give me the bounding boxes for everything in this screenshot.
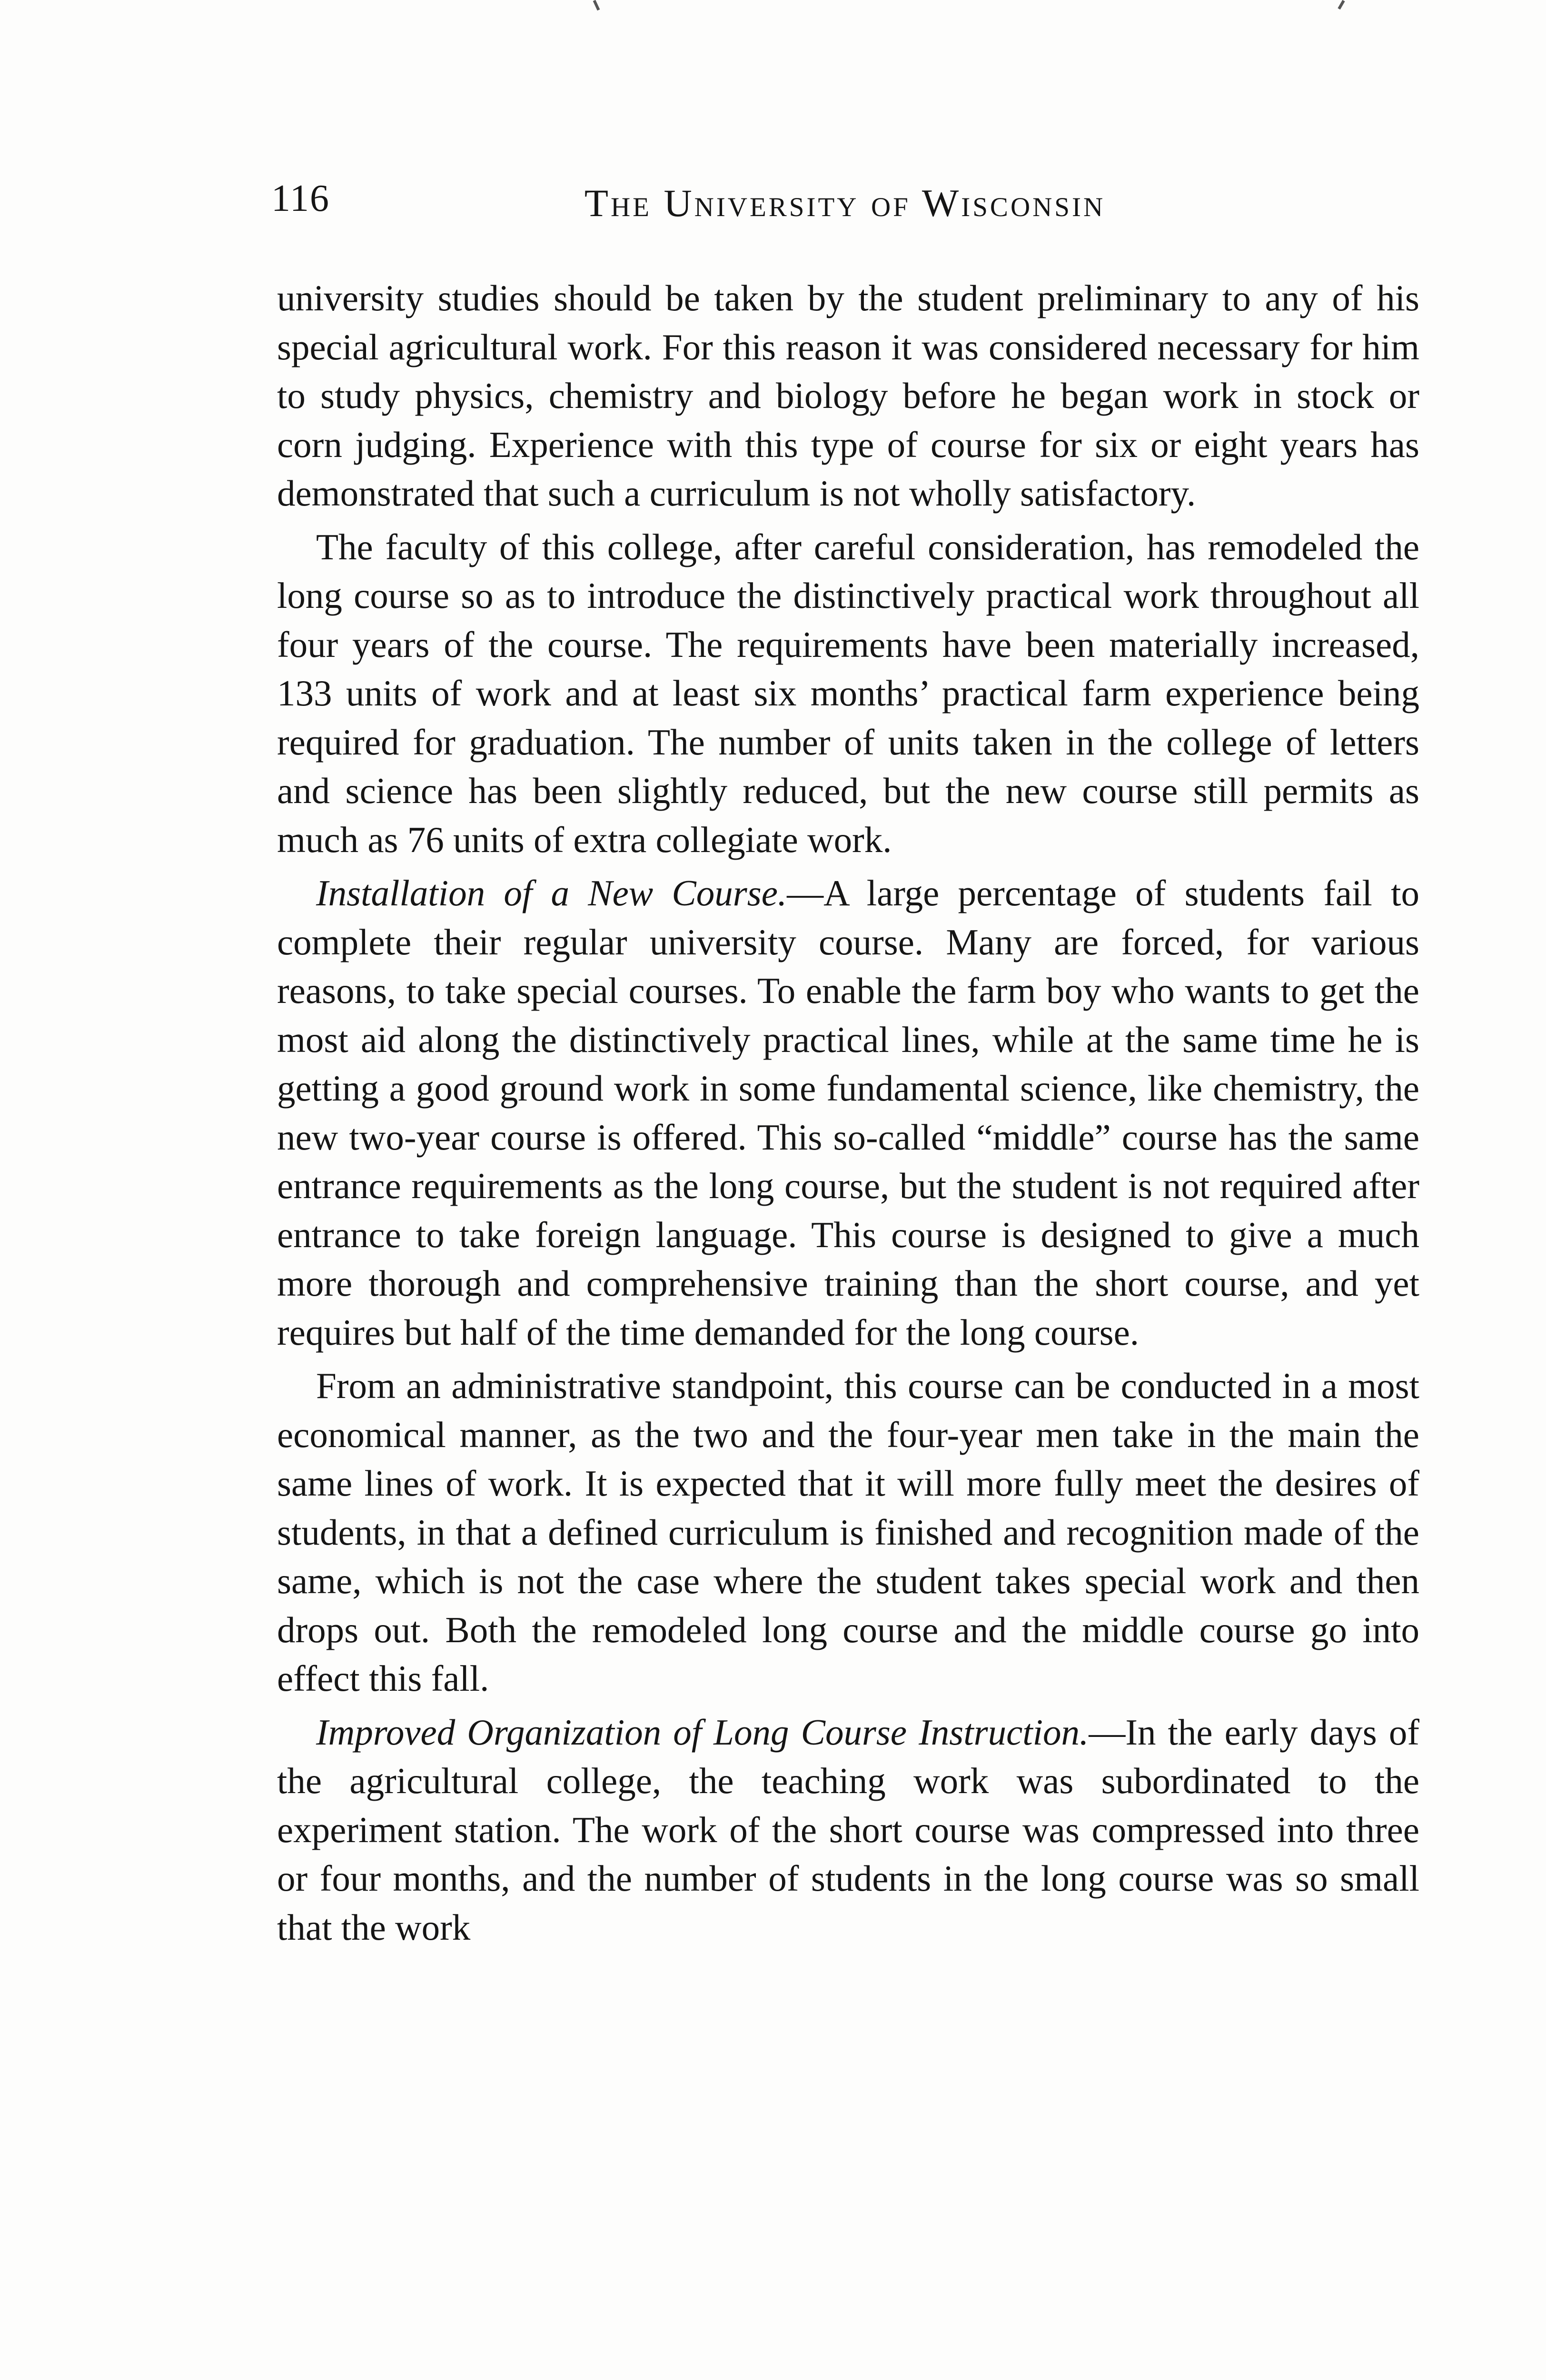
- paragraph: [277, 523, 1419, 864]
- running-head: [271, 172, 1418, 229]
- paragraph-text: university studies should be taken by the student preliminary to any of his special agricultural work. For this reason it was considered necessary for him to study physics, chemistry and biology before he began work in stock or corn judging. Experience with this type of course for six or eight years has demonstrated that such a curriculum is not wholly satisfactory.: [277, 278, 1419, 514]
- scan-mark: [1338, 0, 1345, 10]
- page-number: 116: [271, 178, 330, 219]
- paragraph: [277, 1708, 1419, 1952]
- body-text: [277, 274, 1419, 1956]
- paragraph: [277, 1361, 1419, 1703]
- scan-mark: [593, 0, 600, 10]
- paragraph: [277, 274, 1419, 518]
- paragraph-text: —In the early days of the agricultural college, the teaching work was subordinated to the experiment station. The work of the short course was compressed into three or four months, and the number of students in the long course was so small that the work: [277, 1711, 1419, 1948]
- paragraph-text: From an administrative standpoint, this course can be conducted in a most economical manner, as the two and the four-year men take in the main the same lines of work. It is expected that it will more fully meet the desires of students, in that a defined curriculum is finished and recognition made of the same, which is not the case where the student takes special work and then drops out. Both the remodeled long course and the middle course go into effect this fall.: [277, 1365, 1419, 1699]
- running-title: The University of Wisconsin: [584, 181, 1106, 225]
- paragraph-text: —A large percentage of students fail to complete their regular university course. Many are forced, for various reasons, to take special courses. To enable the farm boy who wants to get the most aid along the distinctively practical lines, while at the same time he is getting a good ground work in some fundamental science, like chemistry, the new two-year course is offered. This so-called “middle” course has the same entrance requirements as the long course, but the student is not required after entrance to take foreign language. This course is designed to give a much more thorough and comprehensive training than the short course, and yet requires but half of the time demanded for the long course.: [277, 873, 1419, 1353]
- paragraph: [277, 869, 1419, 1357]
- section-heading: Improved Organization of Long Course Instruction.: [316, 1711, 1089, 1753]
- paragraph-text: The faculty of this college, after careful consideration, has remodeled the long course so as to introduce the distinctively practical work throughout all four years of the course. The requirements have been materially increased, 133 units of work and at least six months’ practical farm experience being required for graduation. The number of units taken in the college of letters and science has been slightly reduced, but the new course still permits as much as 76 units of extra collegiate work.: [277, 526, 1419, 860]
- section-heading: Installation of a New Course.: [316, 873, 787, 913]
